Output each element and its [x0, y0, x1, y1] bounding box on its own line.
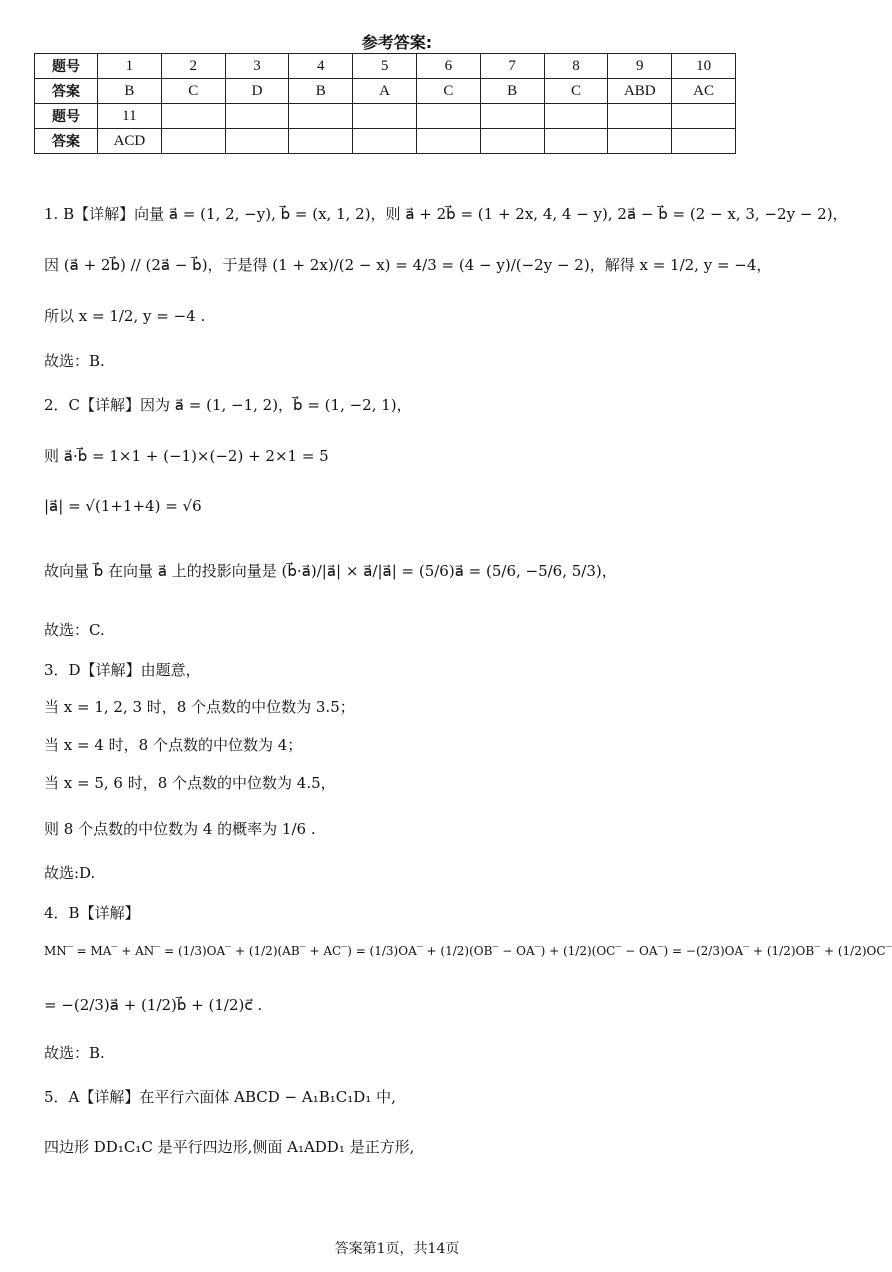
table-cell: [289, 129, 353, 154]
table-cell: [608, 129, 672, 154]
solution-line: |a⃗| = √(1+1+4) = √6: [44, 497, 202, 515]
solution-line: 5．A【详解】在平行六面体 ABCD − A₁B₁C₁D₁ 中,: [44, 1088, 396, 1106]
solution-line: 1. B【详解】向量 a⃗ = (1, 2, −y), b⃗ = (x, 1, 2)，则 a⃗ + 2b⃗ = (1 + 2x, 4, 4 − y), 2a⃗ − b⃗ = (2 − x, 3, −2y − 2)，: [44, 205, 848, 223]
solution-line: 当 x = 1, 2, 3 时，8 个点数的中位数为 3.5；: [44, 698, 355, 716]
table-cell: C: [161, 79, 225, 104]
table-cell: ACD: [98, 129, 162, 154]
solution-line: 故选：B.: [44, 1044, 105, 1062]
solution-line: 故选：B.: [44, 352, 105, 370]
table-cell: [161, 104, 225, 129]
answer-key-title: 参考答案:: [361, 33, 433, 52]
table-cell: [544, 129, 608, 154]
solution-line: = −(2/3)a⃗ + (1/2)b⃗ + (1/2)c⃗ .: [44, 996, 263, 1014]
row-label: 题号: [35, 104, 98, 129]
table-cell: 7: [480, 54, 544, 79]
table-cell: 4: [289, 54, 353, 79]
row-label: 答案: [35, 129, 98, 154]
table-cell: [608, 104, 672, 129]
table-cell: [353, 104, 417, 129]
table-row: [35, 79, 736, 104]
row-label: 题号: [35, 54, 98, 79]
table-cell: [544, 104, 608, 129]
table-cell: AC: [672, 79, 736, 104]
table-cell: 9: [608, 54, 672, 79]
solution-line: 故向量 b⃗ 在向量 a⃗ 上的投影向量是 (b⃗·a⃗)/|a⃗| × a⃗/|a⃗| = (5/6)a⃗ = (5/6, −5/6, 5/3)，: [44, 562, 617, 580]
table-cell: [161, 129, 225, 154]
solution-line: 4．B【详解】: [44, 904, 140, 922]
solution-line: MN‾ = MA‾ + AN‾ = (1/3)OA‾ + (1/2)(AB‾ + AC‾) = (1/3)OA‾ + (1/2)(OB‾ − OA‾) + (1/2)(OC‾ − OA‾) = −(2/3)OA‾ + (1/2)OB‾ + (1/2)OC‾: [44, 944, 892, 958]
solution-line: 则 a⃗·b⃗ = 1×1 + (−1)×(−2) + 2×1 = 5: [44, 447, 329, 465]
page-footer: 答案第1页，共14页: [334, 1241, 460, 1257]
table-row: [35, 129, 736, 154]
table-cell: 5: [353, 54, 417, 79]
answer-table: [34, 53, 736, 154]
table-cell: [225, 104, 289, 129]
table-cell: [480, 129, 544, 154]
solution-line: 所以 x = 1/2, y = −4 .: [44, 307, 206, 325]
solution-line: 当 x = 5, 6 时，8 个点数的中位数为 4.5，: [44, 774, 336, 792]
table-row: [35, 104, 736, 129]
table-cell: [289, 104, 353, 129]
table-cell: B: [289, 79, 353, 104]
table-cell: [416, 104, 480, 129]
table-cell: B: [480, 79, 544, 104]
table-cell: [672, 129, 736, 154]
solution-line: 因 (a⃗ + 2b⃗) // (2a⃗ − b⃗)，于是得 (1 + 2x)/(2 − x) = 4/3 = (4 − y)/(−2y − 2)，解得 x = 1/2, y = −4，: [44, 256, 772, 274]
table-cell: 2: [161, 54, 225, 79]
table-cell: 11: [98, 104, 162, 129]
table-cell: [353, 129, 417, 154]
solution-line: 故选：C.: [44, 621, 105, 639]
table-cell: C: [544, 79, 608, 104]
table-cell: [225, 129, 289, 154]
table-cell: 6: [416, 54, 480, 79]
table-cell: [480, 104, 544, 129]
solution-line: 3．D【详解】由题意，: [44, 661, 201, 679]
table-cell: 1: [98, 54, 162, 79]
table-cell: ABD: [608, 79, 672, 104]
table-cell: C: [416, 79, 480, 104]
solution-line: 故选:D.: [44, 864, 96, 882]
solution-line: 2．C【详解】因为 a⃗ = (1, −1, 2)，b⃗ = (1, −2, 1)，: [44, 396, 412, 414]
solution-line: 则 8 个点数的中位数为 4 的概率为 1/6 .: [44, 820, 316, 838]
table-cell: D: [225, 79, 289, 104]
table-row: [35, 54, 736, 79]
table-cell: [416, 129, 480, 154]
table-cell: [672, 104, 736, 129]
table-cell: A: [353, 79, 417, 104]
table-cell: 3: [225, 54, 289, 79]
table-cell: 10: [672, 54, 736, 79]
table-cell: B: [98, 79, 162, 104]
solution-line: 四边形 DD₁C₁C 是平行四边形,侧面 A₁ADD₁ 是正方形,: [44, 1138, 415, 1156]
solution-line: 当 x = 4 时，8 个点数的中位数为 4；: [44, 736, 303, 754]
table-cell: 8: [544, 54, 608, 79]
row-label: 答案: [35, 79, 98, 104]
